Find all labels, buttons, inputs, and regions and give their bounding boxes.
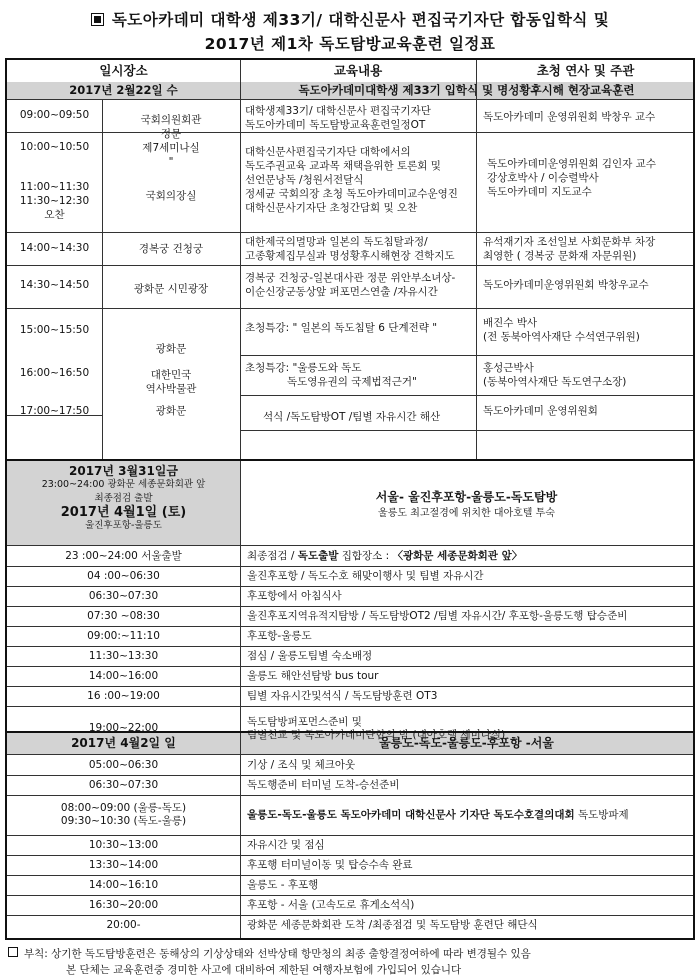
- footnote-line1: [8, 946, 531, 961]
- day2-subtitle: 울릉도 최고절경에 위치한 대아호텔 투숙: [378, 508, 555, 519]
- content-r1: [245, 104, 473, 132]
- place-line: 정문: [160, 128, 182, 140]
- time-0900: 09:00~09:50: [19, 109, 90, 121]
- speaker-line: 유석재기자 조선일보 사회문화부 차장: [483, 236, 656, 248]
- day3-row-content: 후포항 - 서울 (고속도로 휴게소석식): [247, 898, 415, 911]
- speaker-r6: [483, 361, 693, 389]
- day3-row-time: 05:00~06:30: [88, 758, 159, 771]
- day3-row-content: 독도행준비 터미널 도착-승선준비: [247, 778, 400, 791]
- place-line: 국회의장실: [145, 190, 197, 202]
- day2-title: 서울- 울진후포항-울릉도-독도탐방: [375, 490, 558, 504]
- day2-date1: 2017년 3월31일금: [69, 464, 178, 478]
- time-1130: 11:30~12:30: [19, 195, 90, 207]
- day3-row-time: 14:00~16:10: [88, 878, 159, 891]
- day3-row-content: 기상 / 조식 및 체크아웃: [247, 758, 356, 771]
- content-r6: [245, 361, 475, 389]
- day3-row-time: 16:30~20:00: [88, 898, 159, 911]
- day3-row-time: 06:30~07:30: [88, 778, 159, 791]
- place-line: 역사박물관: [145, 383, 197, 395]
- speaker-r1: 독도아카데미 운영위원회 박창우 교수: [483, 111, 656, 123]
- content-line: 독도주권교육 교과목 채택을위한 토론회 및: [245, 160, 441, 172]
- day2-route: 울진후포항-울릉도: [85, 520, 162, 531]
- time-1500: 15:00~15:50: [19, 324, 90, 336]
- day3-row-time: 10:30~13:00: [88, 838, 159, 851]
- speaker-line: (동북아역사재단 독도연구소장): [483, 376, 627, 388]
- day1-date: 2017년 2월22일 수: [69, 83, 178, 97]
- content-line: 선언문낭독 /청원서전달식: [245, 174, 364, 186]
- speaker-r4: 독도아카데미운영위원회 박창우교수: [483, 279, 649, 291]
- speaker-r7: 독도아카데미 운영위원회: [483, 405, 598, 417]
- content-line: 대학생제33기/ 대학신문사 편집국기자단: [245, 105, 431, 117]
- content-r2: [245, 145, 475, 215]
- checkbox-square-icon: [8, 947, 18, 957]
- speaker-r5: [483, 316, 693, 344]
- time-1430: 14:30~14:50: [19, 279, 90, 291]
- speaker-line: 독도아카데미 지도교수: [487, 186, 592, 198]
- footnote-text1: 부칙: 상기한 독도탐방훈련은 동해상의 기상상태와 선박상태 항만청의 최종 출항결정여하에 따라 변경될수 있음: [24, 948, 531, 960]
- day3-row-content: 후포행 터미널이동 및 탑승수속 완료: [247, 858, 413, 871]
- day2-row-time: 06:30~07:30: [88, 589, 159, 602]
- place-line: 국회의원회관: [140, 114, 202, 126]
- content-line: 독도영유권의 국제법적근거": [287, 376, 417, 388]
- speaker-line: 독도아카데미운영위원회 김인자 교수: [487, 158, 656, 170]
- content-r5: 초청특강: " 일본의 독도침탈 6 단계전략 ": [245, 322, 438, 334]
- day3-row-time: 20:00-: [106, 919, 141, 931]
- time-1600: 16:00~16:50: [19, 367, 90, 379]
- time-1700: 17:00~17:50: [19, 405, 90, 417]
- place-national-assembly: [102, 113, 240, 203]
- speaker-line: 배진수 박사: [483, 317, 538, 329]
- content-line: 초청특강: "울릉도와 독도: [245, 362, 362, 374]
- place-line: 제7세미나실: [142, 142, 200, 154]
- speaker-line: 강상호박사 / 이승렬박사: [487, 172, 599, 184]
- place-gwanghwamun-square: 광화문 시민광장: [133, 283, 209, 295]
- page-title-line2: 2017년 제1차 독도탐방교육훈련 일정표: [204, 35, 496, 53]
- day2-row-time: 14:00~16:00: [88, 669, 159, 682]
- content-r4: [245, 271, 475, 299]
- header-col3: 초청 연사 및 주관: [536, 63, 635, 78]
- time-1400: 14:00~14:30: [19, 242, 90, 254]
- day2-row-content: 최종점검 / 독도출발 집합장소 : 〈광화문 세종문화회관 앞〉: [247, 549, 523, 562]
- day2-row-time: 19:00~22:00: [88, 722, 159, 734]
- content-line: 경복궁 건청궁-일본대사관 정문 위안부소녀상-: [245, 272, 456, 284]
- time-lunch: 오찬: [44, 209, 65, 221]
- day2-left: [7, 464, 240, 531]
- day2-row-content: 후포항-울릉도: [247, 629, 312, 642]
- day2-row-content: 팀별 자유시간및석식 / 독도탐방훈련 OT3: [247, 689, 438, 702]
- header-col2: 교육내용: [333, 63, 383, 78]
- page-title-line1: [30, 8, 670, 30]
- place-line: 광화문: [155, 405, 187, 417]
- speaker-r2: [487, 157, 693, 199]
- day2-row-time: 16 :00~19:00: [87, 689, 160, 702]
- day3-row-content: 자유시간 및 점심: [247, 838, 325, 851]
- day2-row-time: 07:30 ~08:30: [87, 609, 160, 622]
- place-line: 대한민국: [150, 369, 192, 381]
- day3-row-content: 울릉도-독도-울릉도 독도아카데미 대학신문사 기자단 독도수호결의대회 독도방파제: [247, 808, 629, 821]
- content-line: 대학신문사기자단 초청간담회 및 오찬: [245, 202, 418, 214]
- place-gyeongbokgung: 경복궁 건청궁: [138, 243, 204, 255]
- day2-row-time: 11:30~13:30: [88, 649, 159, 662]
- place-line: 광화문: [155, 343, 187, 355]
- content-line: 정세균 국회의장 초청 독도아카데미교수운영진: [245, 188, 458, 200]
- day2-date2: 2017년 4월1일 (토): [60, 505, 187, 520]
- day2-meeting: 23:00~24:00 광화문 세종문화회관 앞: [41, 479, 206, 490]
- title-text-1: 독도아카데미 대학생 제33기/ 대학신문사 편집국기자단 합동입학식 및: [111, 11, 610, 29]
- day2-row-time: 09:00:~11:10: [87, 629, 160, 642]
- content-line: 대한제국의멸망과 일본의 독도침탈과정/: [245, 236, 428, 248]
- day2-row-content: 울진후포항 / 독도수호 해맞이행사 및 팀별 자유시간: [247, 569, 484, 582]
- speaker-line: (전 동북아역사재단 수석연구위원): [483, 331, 640, 343]
- schedule-table: [5, 58, 695, 940]
- day3-date: 2017년 4월2일 일: [71, 736, 176, 750]
- day3-row-extra: 독도방파제: [574, 808, 629, 821]
- day3-row-time: 13:30~14:00: [88, 858, 159, 871]
- day2-row-time: 23 :00~24:00 서울출발: [65, 549, 182, 562]
- speaker-line: 최영한 ( 경복궁 문화재 자문위원): [483, 250, 637, 262]
- day3-row-time: 08:00~09:00 (울릉-독도) 09:30~10:30 (독도-울릉): [60, 802, 187, 827]
- day2-check: 최종점검 출발: [94, 493, 153, 504]
- time-1000: 10:00~10:50: [19, 141, 90, 153]
- time-1100: 11:00~11:30: [19, 181, 90, 193]
- content-r7: 석식 /독도탐방OT /팀별 자유시간 해산: [263, 411, 441, 423]
- day3-row-content: 울릉도 - 후포행: [247, 878, 319, 891]
- day2-row-content: 울릉도 해안선탐방 bus tour: [247, 669, 379, 682]
- day2-row-content: 울진후포지역유적지탐방 / 독도탐방OT2 /팀별 자유시간/ 후포항-울릉도행 탑승준비: [247, 609, 628, 622]
- content-line: 고종황제집무실과 명성황후시해현장 견학지도: [245, 250, 455, 262]
- day2-row-content: 점심 / 울릉도팀별 숙소배정: [247, 649, 373, 662]
- place-museum: [102, 342, 240, 418]
- day2-row-time: 04 :00~06:30: [87, 569, 160, 582]
- day2-row-content: 독도탐방퍼포먼스준비 및 팀별친교 및 독도아카데미단합의 밤 (대아호텔 세미나실): [247, 715, 506, 741]
- day3-title: 울릉도-독도-울릉도-후포항 -서울: [379, 736, 554, 750]
- footnote-line2: 본 단체는 교육훈련중 경미한 사고에 대비하여 제한된 여행자보험에 가입되어 있습니다: [66, 964, 462, 976]
- day3-row-content: 광화문 세종문화회관 도착 /최종점검 및 독도탐방 훈련단 해단식: [247, 919, 538, 931]
- place-line: ": [168, 156, 174, 168]
- content-r3: [245, 235, 475, 263]
- day2-row-content: 후포항에서 아침식사: [247, 589, 342, 602]
- header-col1: 일시장소: [99, 63, 148, 78]
- content-line: 대학신문사편집국기자단 대학에서의: [245, 146, 411, 158]
- speaker-line: 홍성근박사: [483, 362, 534, 374]
- square-bullet-icon: [91, 13, 104, 26]
- content-line: 독도아카데미 독도탐방교육훈련일정OT: [245, 119, 426, 131]
- content-line: 이순신장군동상앞 퍼포먼스연출 /자유시간: [245, 286, 438, 298]
- day1-banner: 독도아카데미대학생 제33기 입학식 및 명성황후시해 현장교육훈련: [298, 83, 635, 97]
- speaker-r3: [483, 235, 693, 263]
